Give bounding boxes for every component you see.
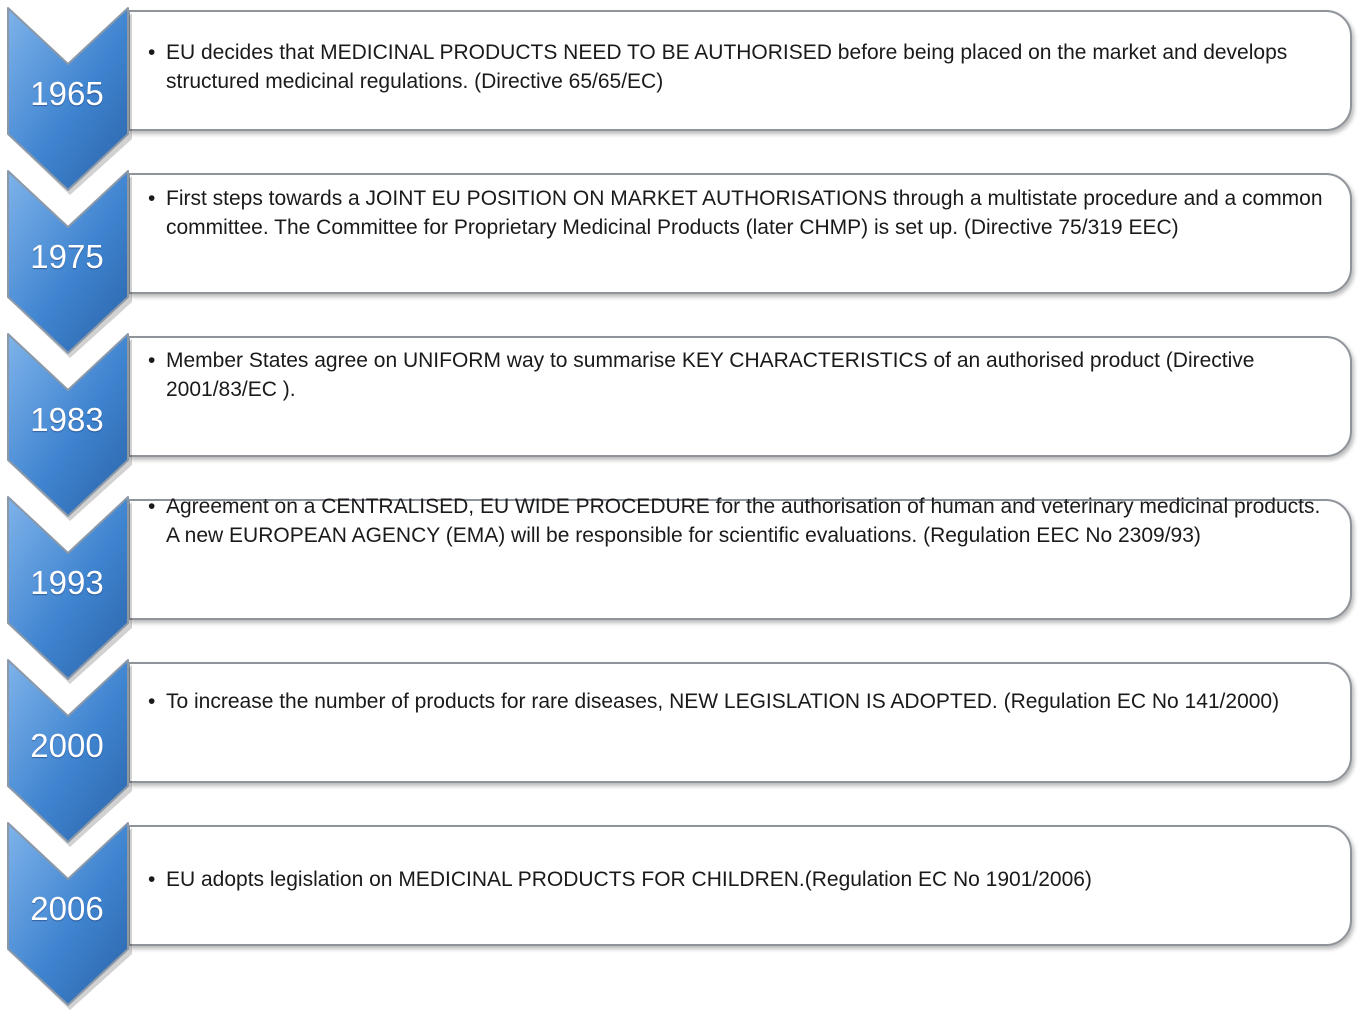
timeline-description bbox=[148, 346, 1323, 404]
timeline-description-text: EU decides that MEDICINAL PRODUCTS NEED TO BE AUTHORISED before being placed on the market and develops structured medicinal regulations. (Directive 65/65/EC) bbox=[166, 41, 1288, 93]
timeline-description-text: To increase the number of products for rare diseases, NEW LEGISLATION IS ADOPTED. (Regulation EC No 141/2000) bbox=[166, 690, 1280, 713]
timeline-description-text: Agreement on a CENTRALISED, EU WIDE PROCEDURE for the authorisation of human and veterinary medicinal products. A new EUROPEAN AGENCY (EMA) will be responsible for scientific evaluations. (Regulation EEC No 2309/93) bbox=[166, 495, 1321, 547]
timeline-step bbox=[0, 658, 1358, 821]
year-label: 1975 bbox=[30, 238, 104, 275]
bullet-icon: • bbox=[148, 349, 156, 372]
timeline-description-text: Member States agree on UNIFORM way to summarise KEY CHARACTERISTICS of an authorised product (Directive 2001/83/EC ). bbox=[166, 349, 1255, 401]
bullet-icon: • bbox=[148, 495, 156, 518]
year-label: 1965 bbox=[30, 75, 104, 112]
year-label: 2006 bbox=[30, 890, 104, 927]
year-label: 2000 bbox=[30, 727, 104, 764]
timeline-description bbox=[148, 865, 1323, 894]
timeline-description-text: First steps towards a JOINT EU POSITION ON MARKET AUTHORISATIONS through a multistate procedure and a common committee. The Committee for Proprietary Medicinal Products (later CHMP) is set up. (Directive 75/319 EEC) bbox=[166, 187, 1323, 239]
bullet-icon: • bbox=[148, 41, 156, 64]
bullet-icon: • bbox=[148, 187, 156, 210]
year-label: 1993 bbox=[30, 564, 104, 601]
timeline-description bbox=[148, 492, 1323, 550]
bullet-icon: • bbox=[148, 868, 156, 891]
timeline-step bbox=[0, 821, 1358, 984]
timeline-card bbox=[128, 662, 1352, 783]
timeline-description bbox=[148, 687, 1323, 716]
year-label: 1983 bbox=[30, 401, 104, 438]
timeline-description-text: EU adopts legislation on MEDICINAL PRODUCTS FOR CHILDREN.(Regulation EC No 1901/2006) bbox=[166, 868, 1092, 891]
bullet-icon: • bbox=[148, 690, 156, 713]
timeline-description bbox=[148, 184, 1323, 242]
timeline-description bbox=[148, 38, 1323, 96]
